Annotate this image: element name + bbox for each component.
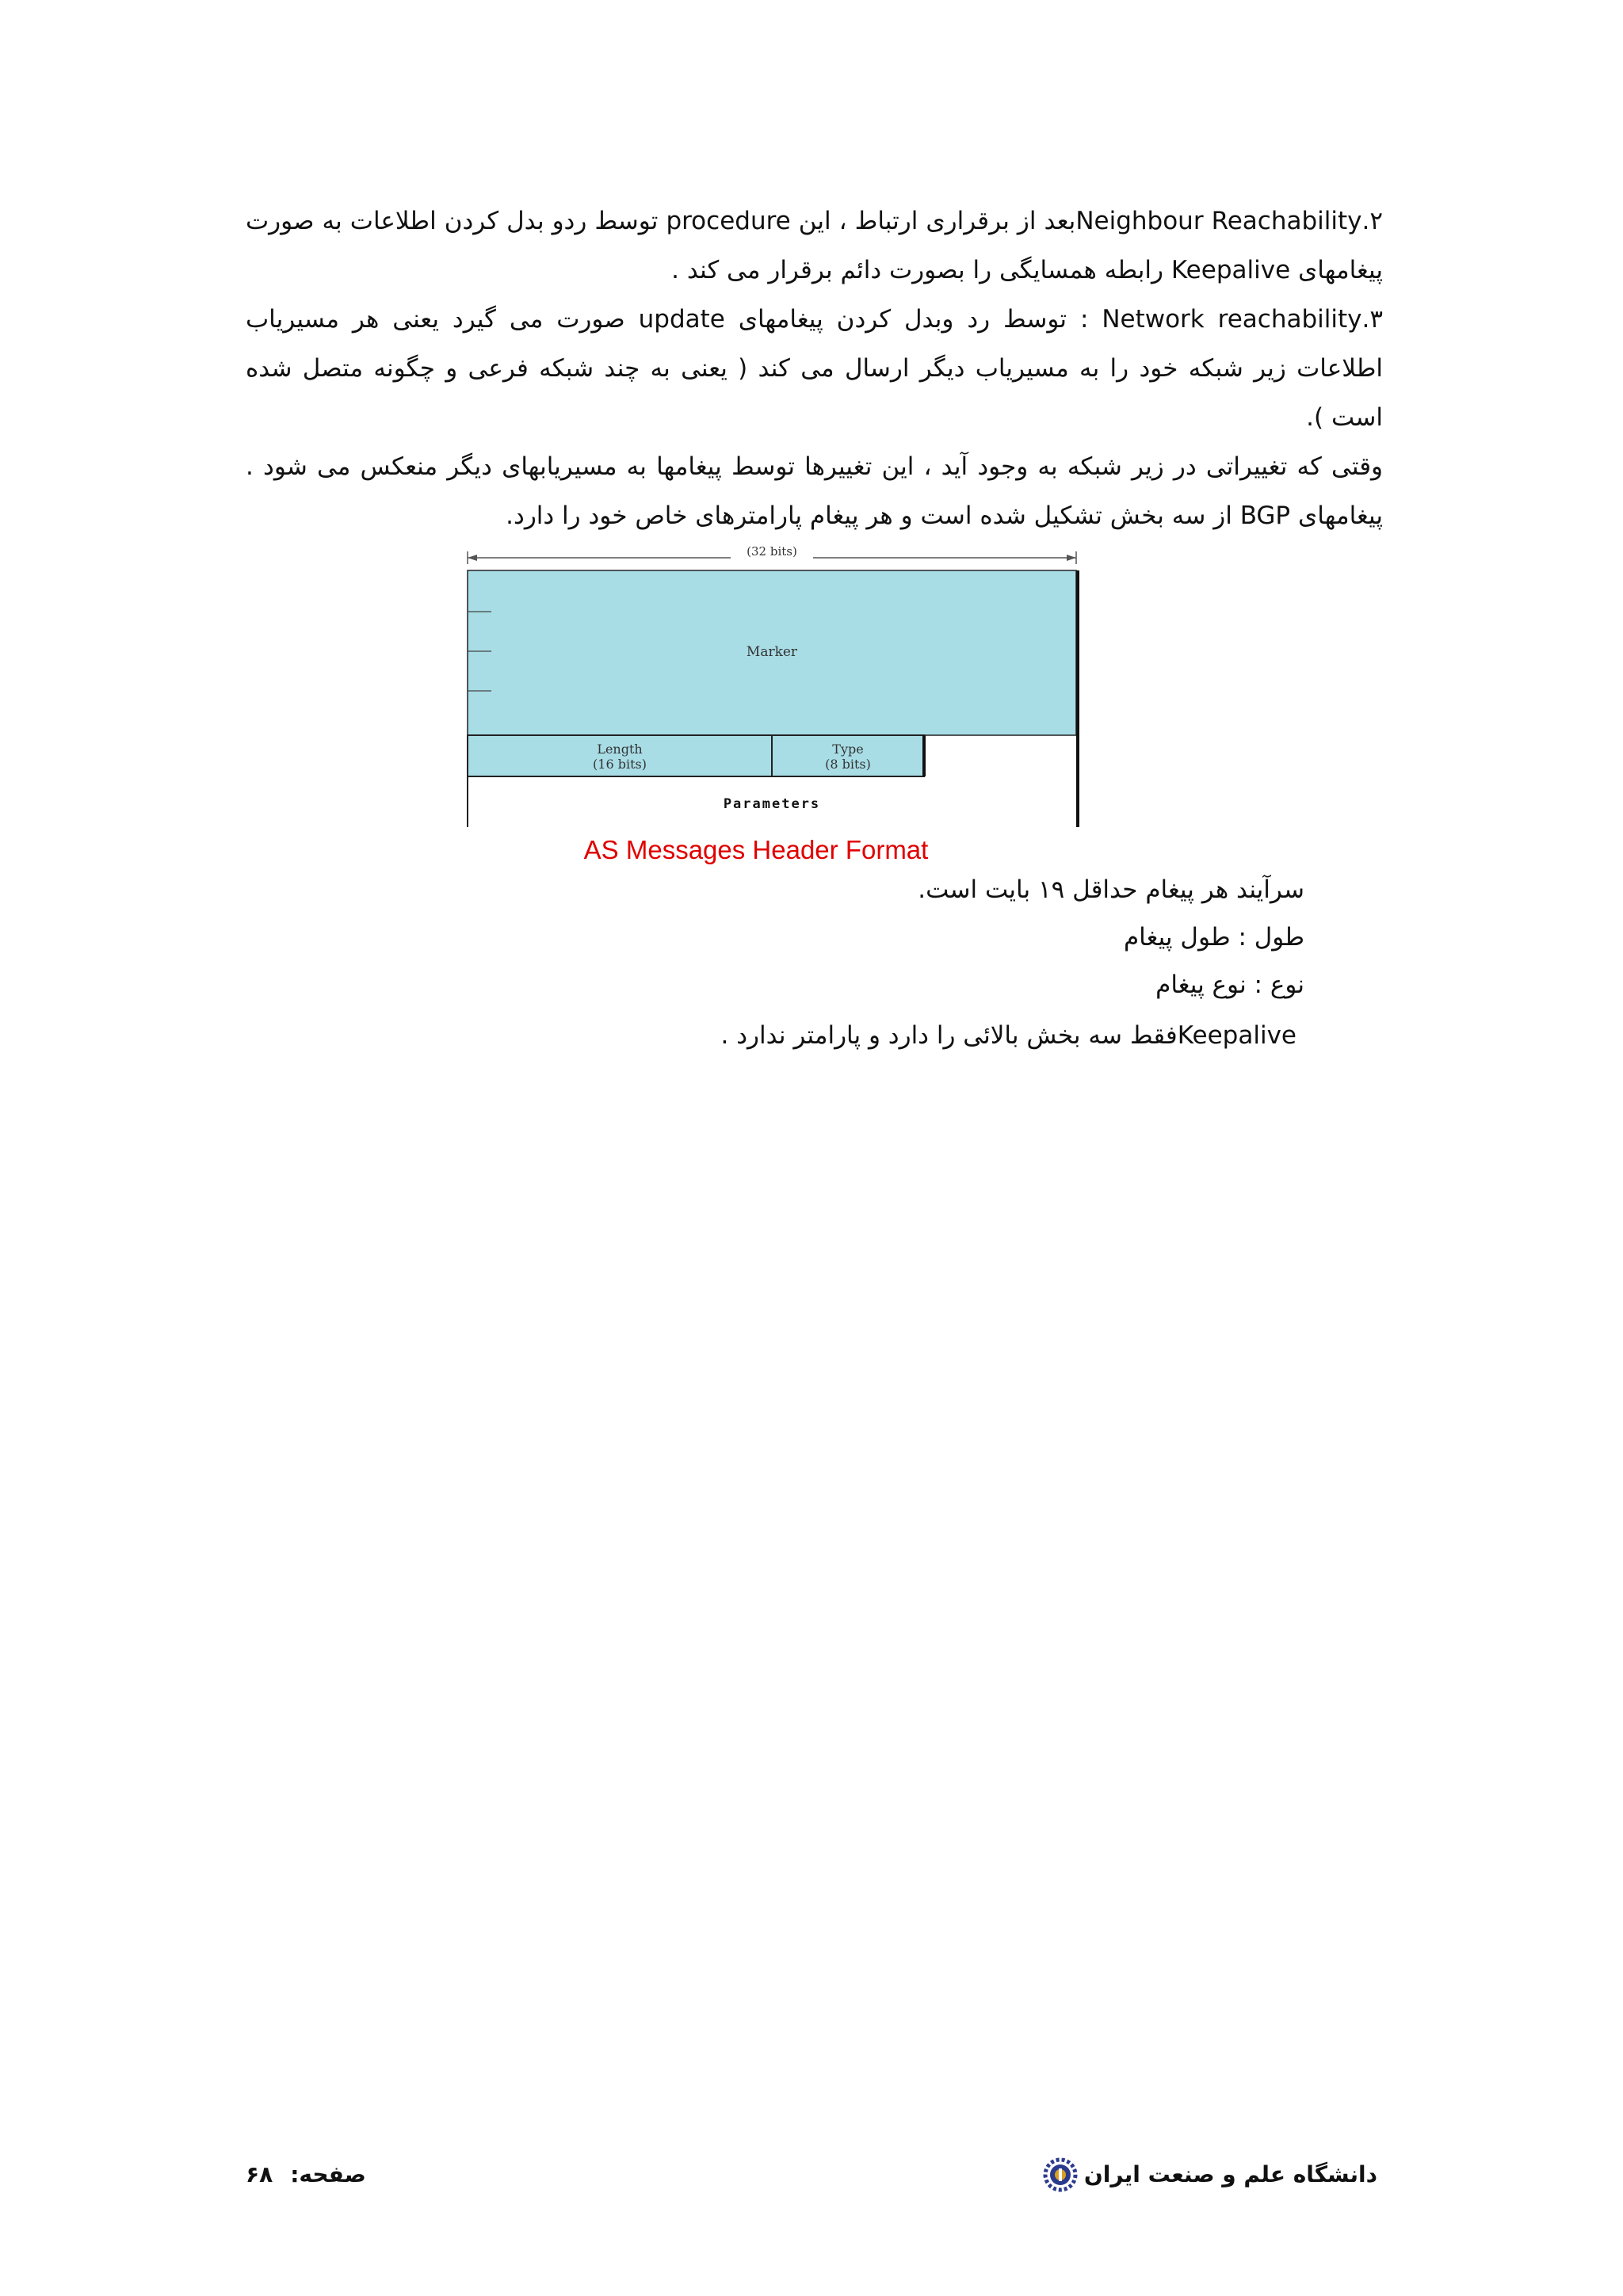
figure-caption-text: AS Messages Header Format bbox=[583, 835, 929, 864]
width-label: (32 bits) bbox=[747, 544, 797, 559]
university-name: دانشگاه علم و صنعت ایران bbox=[1083, 2161, 1377, 2187]
paragraph-text: بعد از برقراری ارتباط ، این bbox=[798, 207, 1076, 235]
term-neighbour-reachability: Neighbour Reachability bbox=[1075, 207, 1362, 235]
header-min-size-line: سرآیند هر پیغام حداقل ۱۹ بایت است. bbox=[918, 875, 1304, 904]
term-procedure: procedure bbox=[666, 207, 791, 235]
figure-caption bbox=[0, 832, 1623, 868]
type-definition-line: نوع : نوع پیغام bbox=[1155, 971, 1304, 999]
item-number: ۳. bbox=[1361, 305, 1384, 334]
paragraph-neighbour-reachability bbox=[246, 196, 1383, 295]
marker-label: Marker bbox=[746, 644, 798, 660]
bgp-header-svg bbox=[460, 532, 1086, 833]
length-label: Length bbox=[597, 742, 643, 757]
bgp-header-diagram bbox=[460, 532, 1086, 833]
term-keepalive: Keepalive bbox=[1170, 256, 1291, 284]
term-update: update bbox=[638, 305, 725, 334]
type-bits: (8 bits) bbox=[825, 757, 871, 772]
paragraph-network-reachability bbox=[246, 295, 1383, 442]
page-number: ۶۸ bbox=[246, 2161, 273, 2187]
paragraph-text: صورت می گیرد یعنی هر مسیریاب اطلاعات زیر شبکه خود را به مسیریاب دیگر ارسال می کند ( یعنی به چند شبکه فرعی و چگونه متصل شده است ). bbox=[246, 305, 1383, 432]
paragraph-text: : توسط رد وبدل کردن پیغامهای bbox=[738, 305, 1089, 334]
university-logo-icon bbox=[1043, 2157, 1078, 2192]
page-footer bbox=[0, 2155, 1623, 2203]
length-definition-line: طول : طول پیغام bbox=[1123, 923, 1304, 952]
parameters-label: Parameters bbox=[723, 796, 821, 812]
keepalive-note-text: فقط سه بخش بالائی را دارد و پارامتر ندارد . bbox=[720, 1021, 1178, 1050]
item-number: ۲. bbox=[1361, 207, 1384, 235]
term-bgp: BGP bbox=[1239, 502, 1291, 530]
term-network-reachability: Network reachability bbox=[1102, 305, 1362, 334]
paragraph-text: توسط ردو بدل کردن اطلاعات به صورت پیغامهای bbox=[246, 207, 1383, 284]
paragraph-text: رابطه همسایگی را بصورت دائم برقرار می کند . bbox=[671, 256, 1164, 284]
page-label: صفحه: bbox=[290, 2161, 366, 2187]
keepalive-note-line bbox=[721, 1011, 1296, 1060]
type-label: Type bbox=[832, 742, 864, 757]
paragraph-text: وقتی که تغییراتی در زیر شبکه به وجود آید ، این تغییرها توسط پیغامها به مسیریابهای دیگر منعکس می شود . پیغامهای bbox=[246, 452, 1383, 530]
arrow-left-icon bbox=[468, 555, 477, 561]
arrow-right-icon bbox=[1067, 555, 1076, 561]
paragraph-bgp-messages bbox=[246, 442, 1383, 540]
footer-university bbox=[1043, 2155, 1377, 2195]
length-bits: (16 bits) bbox=[593, 757, 647, 772]
term-keepalive: Keepalive bbox=[1177, 1021, 1296, 1050]
paragraph-text: از سه بخش تشکیل شده است و هر پیغام پارامترهای خاص خود را دارد. bbox=[506, 502, 1232, 530]
page-number-block bbox=[246, 2155, 366, 2195]
